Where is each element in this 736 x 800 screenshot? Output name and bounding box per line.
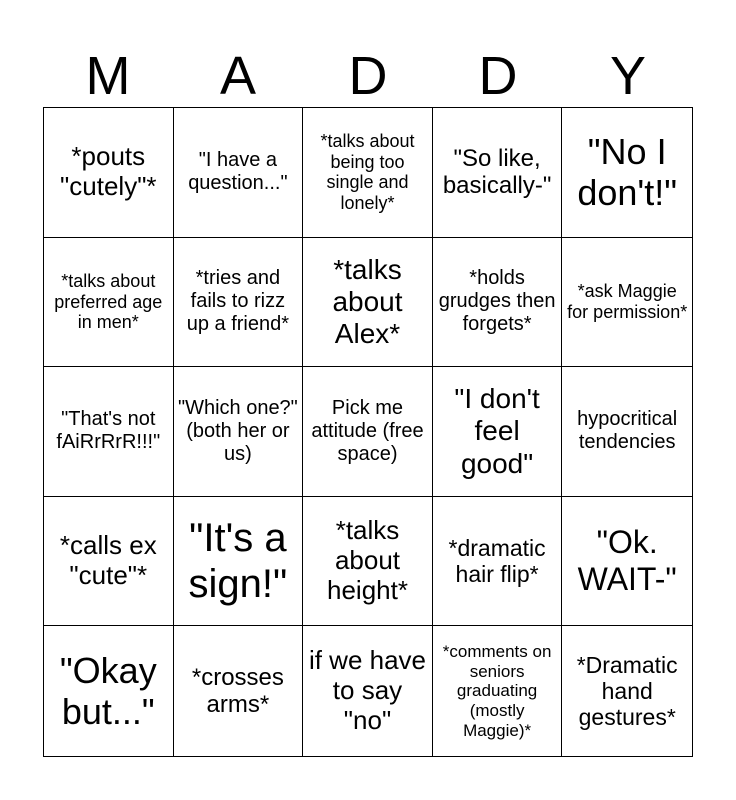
cell-text: "Ok. WAIT-" xyxy=(577,524,677,598)
cell-text: *calls ex "cute"* xyxy=(59,530,157,591)
cell-text: *talks about preferred age in men* xyxy=(54,270,163,333)
bingo-cell-5-1[interactable] xyxy=(44,626,174,756)
cell-text: if we have to say "no" xyxy=(308,645,427,736)
cell-text: hypocritical tendencies xyxy=(577,408,678,454)
bingo-cell-3-3[interactable] xyxy=(303,367,433,497)
cell-text: *pouts "cutely"* xyxy=(60,141,157,202)
bingo-cell-3-1[interactable] xyxy=(44,367,174,497)
bingo-cell-3-5[interactable] xyxy=(562,367,692,497)
cell-text: *crosses arms* xyxy=(191,663,284,719)
cell-text: Pick me attitude (free space) xyxy=(311,396,424,465)
bingo-cell-4-5[interactable] xyxy=(562,497,692,627)
bingo-cell-2-2[interactable] xyxy=(174,238,304,368)
cell-text: "I have a question..." xyxy=(188,149,288,195)
bingo-cell-4-3[interactable] xyxy=(303,497,433,627)
bingo-cell-4-2[interactable] xyxy=(174,497,304,627)
cell-text: "I don't feel good" xyxy=(454,383,540,479)
bingo-cell-2-5[interactable] xyxy=(562,238,692,368)
bingo-cell-5-2[interactable] xyxy=(174,626,304,756)
cell-text: *talks about height* xyxy=(327,515,408,606)
cell-text: *ask Maggie for permission* xyxy=(567,281,688,322)
bingo-board xyxy=(43,107,693,757)
cell-text: "So like, basically-" xyxy=(442,144,552,200)
cell-text: *talks about being too single and lonely* xyxy=(320,130,415,213)
header-letter-m: M xyxy=(85,46,131,106)
bingo-cell-2-4[interactable] xyxy=(433,238,563,368)
bingo-header xyxy=(43,46,693,106)
cell-text: "That's not fAiRrRrR!!!" xyxy=(56,408,161,454)
header-letter-d2: D xyxy=(478,46,518,106)
bingo-cell-2-1[interactable] xyxy=(44,238,174,368)
bingo-cell-5-3[interactable] xyxy=(303,626,433,756)
cell-text: "It's a sign!" xyxy=(188,516,288,607)
bingo-cell-1-3[interactable] xyxy=(303,108,433,238)
bingo-cell-4-1[interactable] xyxy=(44,497,174,627)
cell-text: *talks about Alex* xyxy=(332,253,403,349)
bingo-cell-1-4[interactable] xyxy=(433,108,563,238)
cell-text: *tries and fails to rizz up a friend* xyxy=(186,267,290,336)
bingo-cell-2-3[interactable] xyxy=(303,238,433,368)
cell-text: *comments on seniors graduating (mostly Maggie)* xyxy=(442,642,552,740)
header-letter-y: Y xyxy=(609,46,647,106)
bingo-cell-3-4[interactable] xyxy=(433,367,563,497)
header-letter-a: A xyxy=(219,46,257,106)
cell-text: "Which one?" (both her or us) xyxy=(177,396,298,465)
cell-text: *holds grudges then forgets* xyxy=(438,267,556,336)
cell-text: "Okay but..." xyxy=(59,649,157,733)
cell-text: *Dramatic hand gestures* xyxy=(576,651,678,731)
bingo-cell-3-2[interactable] xyxy=(174,367,304,497)
cell-text: *dramatic hair flip* xyxy=(448,534,546,588)
bingo-cell-4-4[interactable] xyxy=(433,497,563,627)
bingo-cell-5-5[interactable] xyxy=(562,626,692,756)
cell-text: "No I don't!" xyxy=(577,130,678,214)
bingo-cell-5-4[interactable] xyxy=(433,626,563,756)
bingo-cell-1-5[interactable] xyxy=(562,108,692,238)
bingo-cell-1-2[interactable] xyxy=(174,108,304,238)
header-letter-d: D xyxy=(348,46,388,106)
bingo-cell-1-1[interactable] xyxy=(44,108,174,238)
